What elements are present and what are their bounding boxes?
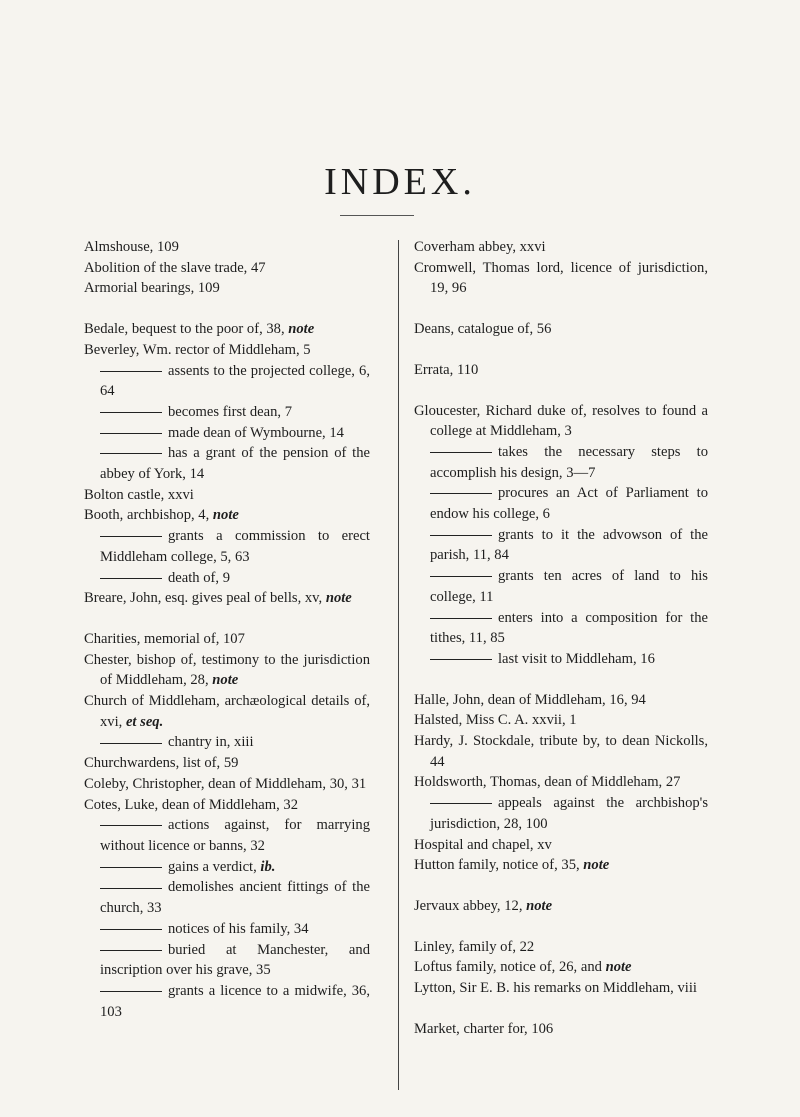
ditto-dash [100,453,162,454]
index-entry [414,401,708,442]
index-entry [84,340,370,361]
entry-text: Coleby, Christopher, dean of Middleham, 30, 31 [84,775,367,792]
entry-text: enters into a composition for the tithes, 11, 85 [430,609,708,647]
entry-text: Cotes, Luke, dean of Middleham, 32 [84,796,298,813]
entry-italic: note [526,897,553,914]
entry-italic: note [212,672,239,689]
index-entry [84,278,370,299]
entry-text: Churchwardens, list of, 59 [84,755,239,772]
ditto-dash [100,888,162,889]
index-subentry [84,919,370,940]
index-subentry [84,526,370,567]
entry-text: Loftus family, notice of, 26, and [414,959,606,976]
right-column [414,237,708,1040]
index-entry [84,505,370,526]
index-entry [414,896,708,917]
entry-text: Linley, family of, 22 [414,938,535,955]
entry-text: grants ten acres of land to his college, 11 [430,568,708,605]
ditto-dash [100,991,162,992]
ditto-dash [430,493,492,494]
entry-italic: ib. [260,858,276,875]
entry-text: Market, charter for, 106 [414,1020,554,1037]
entry-text: assents to the projected college, 6, 64 [100,362,370,400]
entry-italic: note [583,857,610,874]
index-entry [84,258,370,279]
entry-text: takes the necessary steps to accomplish his design, 3—7 [430,443,708,481]
entry-text: Hutton family, notice of, 35, [414,857,584,874]
entry-text: actions against, for marrying without licence or banns, 32 [100,817,370,854]
index-entry [414,835,708,856]
index-subentry [84,857,370,878]
index-subentry [84,568,370,589]
entry-text: Chester, bishop of, testimony to the jurisdiction of Middleham, 28, [84,651,370,689]
index-subentry [414,483,708,524]
index-entry [414,772,708,793]
entry-text: has a grant of the pension of the abbey of York, 14 [100,445,370,483]
entry-text: last visit to Middleham, 16 [498,650,655,667]
ditto-dash [100,929,162,930]
index-entry [84,237,370,258]
entry-text: Errata, 110 [414,361,479,378]
entry-text: Halsted, Miss C. A. xxvii, 1 [414,712,577,729]
entry-text: Hardy, J. Stockdale, tribute by, to dean Nickolls, 44 [414,733,708,770]
index-entry [414,937,708,958]
index-entry [84,753,370,774]
index-entry [84,691,370,732]
ditto-dash [100,433,162,434]
entry-text: Gloucester, Richard duke of, resolves to found a college at Middleham, 3 [414,402,708,440]
entry-text: death of, 9 [168,569,231,586]
index-subentry [84,443,370,484]
index-entry [84,319,370,340]
index-subentry [84,423,370,444]
index-entry [414,1019,708,1040]
entry-italic: note [605,959,632,976]
ditto-dash [430,803,492,804]
ditto-dash [100,950,162,951]
column-divider [398,240,399,1090]
index-subentry [84,940,370,981]
entry-text: Deans, catalogue of, 56 [414,321,552,338]
index-entry [84,588,370,609]
entry-text: Hospital and chapel, xv [414,836,552,853]
ditto-dash [100,867,162,868]
entry-text: grants a commission to erect Middleham college, 5, 63 [100,528,370,565]
entry-text: made dean of Wymbourne, 14 [168,424,344,441]
index-subentry [414,649,708,670]
index-subentry [414,442,708,483]
entry-text: Church of Middleham, archæological details of, xvi, [84,693,370,730]
entry-text: Cromwell, Thomas lord, licence of jurisdiction, 19, 96 [414,259,708,297]
index-subentry [84,815,370,856]
index-subentry [84,877,370,918]
ditto-dash [100,536,162,537]
ditto-dash [100,578,162,579]
index-subentry [84,402,370,423]
ditto-dash [430,618,492,619]
index-entry [84,650,370,691]
title-rule [340,215,414,216]
ditto-dash [430,659,492,660]
left-column [84,237,370,1022]
index-entry [414,855,708,876]
entry-text: demolishes ancient fittings of the church, 33 [100,879,370,917]
index-entry [84,485,370,506]
index-entry [414,258,708,299]
index-entry [414,360,708,381]
ditto-dash [100,412,162,413]
index-subentry [414,525,708,566]
index-subentry [84,361,370,402]
index-subentry [84,981,370,1022]
entry-text: Beverley, Wm. rector of Middleham, 5 [84,341,311,358]
entry-text: Bedale, bequest to the poor of, 38, [84,321,289,338]
index-entry [414,710,708,731]
entry-text: Almshouse, 109 [84,239,179,255]
index-entry [414,690,708,711]
ditto-dash [430,576,492,577]
index-entry [414,978,708,999]
index-entry [84,629,370,650]
index-entry [414,957,708,978]
entry-text: Coverham abbey, xxvi [414,239,546,255]
index-entry [414,237,708,258]
entry-text: chantry in, xiii [168,734,254,751]
index-subentry [414,608,708,649]
entry-italic: note [288,321,315,338]
entry-text: becomes first dean, 7 [168,403,293,420]
entry-italic: note [325,590,352,607]
entry-text: appeals against the archbishop's jurisdiction, 28, 100 [430,795,708,832]
index-entry [414,731,708,772]
entry-text: Charities, memorial of, 107 [84,630,245,647]
index-entry [84,795,370,816]
entry-text: Abolition of the slave trade, 47 [84,259,266,276]
entry-text: Lytton, Sir E. B. his remarks on Middleham, viii [414,980,697,997]
entry-text: procures an Act of Parliament to endow his college, 6 [430,485,708,523]
entry-italic: note [212,507,239,524]
entry-text: Bolton castle, xxvi [84,486,194,503]
entry-text: grants to it the advowson of the parish, 11, 84 [430,526,708,564]
ditto-dash [100,825,162,826]
ditto-dash [100,371,162,372]
ditto-dash [100,743,162,744]
ditto-dash [430,535,492,536]
index-subentry [414,566,708,607]
entry-text: buried at Manchester, and inscription over his grave, 35 [100,941,370,979]
entry-italic: et seq. [125,713,164,730]
entry-text: Armorial bearings, 109 [84,280,220,297]
entry-text: Holdsworth, Thomas, dean of Middleham, 27 [414,774,681,791]
index-subentry [414,793,708,834]
entry-text: Breare, John, esq. gives peal of bells, xv, [84,590,326,607]
page-title: INDEX. [324,161,476,203]
index-subentry [84,732,370,753]
entry-text: gains a verdict, [168,858,261,875]
index-entry [414,319,708,340]
entry-text: Booth, archbishop, 4, [84,507,213,524]
entry-text: grants a licence to a midwife, 36, 103 [100,982,370,1020]
entry-text: Halle, John, dean of Middleham, 16, 94 [414,691,646,708]
index-entry [84,774,370,795]
entry-text: Jervaux abbey, 12, [414,897,527,914]
ditto-dash [430,452,492,453]
entry-text: notices of his family, 34 [168,920,309,937]
